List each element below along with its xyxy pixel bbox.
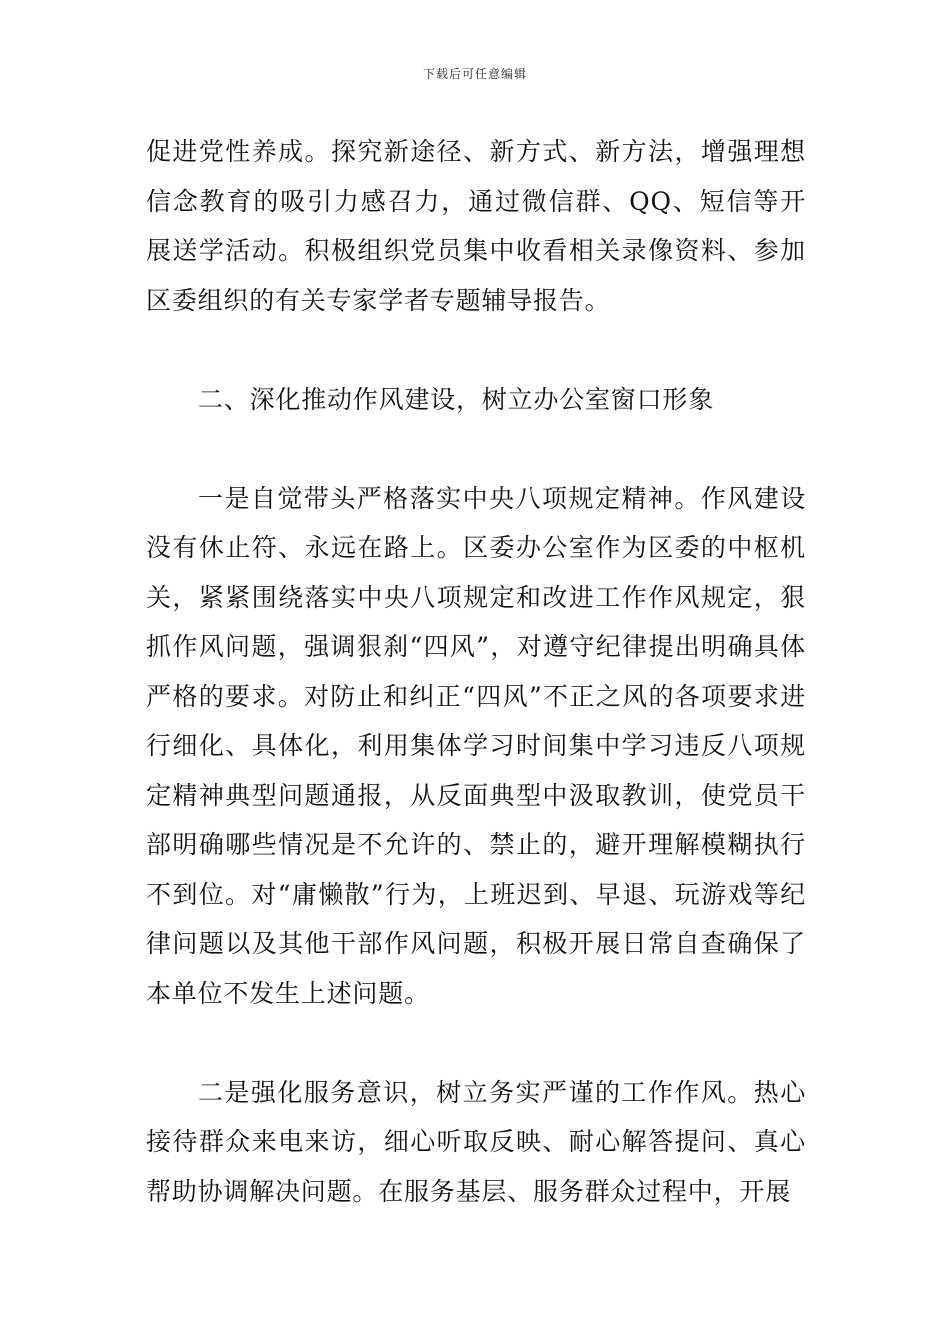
paragraph-second-point: 二是强化服务意识，树立务实严谨的工作作风。热心接待群众来电来访，细心听取反映、耐心解答提问、真心帮助协调解决问题。在服务基层、服务群众过程中，开展 <box>146 1077 806 1206</box>
paragraph-first-point: 一是自觉带头严格落实中央八项规定精神。作风建设没有休止符、永远在路上。区委办公室作为区委的中枢机关，紧紧围绕落实中央八项规定和改进工作作风规定，狠抓作风问题，强调狠刹“四风”，对遵守纪律提出明确具体严格的要求。对防止和纠正“四风”不正之风的各项要求进行细化、具体化，利用集体学习时间集中学习违反八项规定精神典型问题通报，从反面典型中汲取教训，使党员干部明确哪些情况是不允许的、禁止的，避开理解模糊执行不到位。对“庸懒散”行为，上班迟到、早退、玩游戏等纪律问题以及其他干部作风问题，积极开展日常自查确保了本单位不发生上述问题。 <box>146 483 806 1008</box>
page-header-note: 下载后可任意编辑 <box>422 67 527 81</box>
paragraph-continuation: 促进党性养成。探究新途径、新方式、新方法，增强理想信念教育的吸引力感召力，通过微信群、QQ、短信等开展送学活动。积极组织党员集中收看相关录像资料、参加区委组织的有关专家学者专题辅导报告。 <box>146 137 806 315</box>
section-heading: 二、深化推动作风建设，树立办公室窗口形象 <box>198 384 715 414</box>
document-body <box>146 127 806 1216</box>
